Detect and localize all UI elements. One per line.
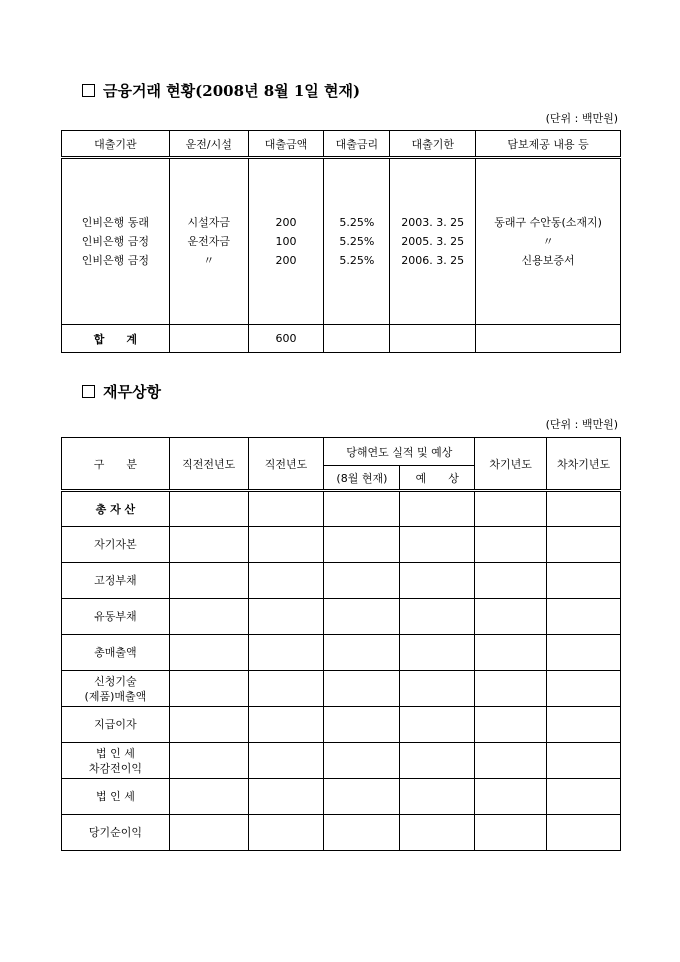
finance-value-cell[interactable] [248, 563, 324, 599]
finance-value-cell[interactable] [475, 743, 547, 779]
finance-value-cell[interactable] [169, 527, 248, 563]
finance-value-cell[interactable] [324, 671, 400, 707]
loan-header-cell: 대출기한 [390, 131, 476, 158]
finance-value-cell[interactable] [547, 563, 621, 599]
finance-value-cell[interactable] [169, 491, 248, 527]
finance-value-cell[interactable] [547, 779, 621, 815]
finance-row [62, 527, 621, 563]
finance-header-category: 구 분 [62, 438, 170, 491]
checkbox-square-icon [82, 84, 95, 97]
loan-col-institution [62, 158, 170, 325]
loan-cell: 인비은행 금정 [81, 235, 150, 248]
loan-body-row [62, 158, 621, 325]
finance-value-cell[interactable] [169, 671, 248, 707]
finance-value-cell[interactable] [400, 779, 475, 815]
finance-value-cell[interactable] [475, 707, 547, 743]
finance-row [62, 779, 621, 815]
finance-value-cell[interactable] [169, 743, 248, 779]
loan-header-cell: 대출금액 [248, 131, 324, 158]
finance-row-label: 총 자 산 [62, 491, 170, 527]
loan-total-empty [476, 325, 621, 353]
loan-section-title-text: 금융거래 현황(2008년 8월 1일 현재) [103, 82, 361, 100]
finance-value-cell[interactable] [400, 527, 475, 563]
finance-value-cell[interactable] [248, 815, 324, 851]
loan-cell: 5.25% [339, 216, 375, 229]
finance-value-cell[interactable] [324, 743, 400, 779]
finance-section-title [82, 381, 161, 402]
finance-value-cell[interactable] [547, 815, 621, 851]
loan-cell: 200 [275, 254, 297, 267]
finance-value-cell[interactable] [475, 563, 547, 599]
finance-value-cell[interactable] [475, 527, 547, 563]
loan-cell: 100 [275, 235, 297, 248]
loan-unit-label: (단위 : 백만원) [545, 112, 618, 125]
finance-value-cell[interactable] [248, 491, 324, 527]
finance-header-year-after-next: 차차기년도 [547, 438, 621, 491]
loan-cell: 200 [275, 216, 297, 229]
loan-cell: 2006. 3. 25 [401, 254, 465, 267]
finance-table [61, 437, 621, 851]
finance-value-cell[interactable] [547, 599, 621, 635]
finance-value-cell[interactable] [169, 707, 248, 743]
loan-header-cell: 대출금리 [324, 131, 390, 158]
loan-cell: 운전자금 [187, 235, 230, 248]
finance-row-label: 자기자본 [62, 527, 170, 563]
finance-value-cell[interactable] [248, 743, 324, 779]
finance-value-cell[interactable] [547, 635, 621, 671]
loan-cell: 2003. 3. 25 [401, 216, 465, 229]
finance-value-cell[interactable] [169, 563, 248, 599]
finance-body [62, 491, 621, 851]
finance-unit-label: (단위 : 백만원) [545, 418, 618, 431]
finance-row-label: 고정부채 [62, 563, 170, 599]
finance-row-label: 법 인 세 [62, 779, 170, 815]
finance-row-label: 신청기술 (제품)매출액 [62, 671, 170, 707]
finance-value-cell[interactable] [547, 491, 621, 527]
finance-value-cell[interactable] [169, 599, 248, 635]
finance-value-cell[interactable] [400, 599, 475, 635]
finance-row-label: 총매출액 [62, 635, 170, 671]
finance-value-cell[interactable] [324, 779, 400, 815]
loan-col-rate [324, 158, 390, 325]
finance-value-cell[interactable] [475, 671, 547, 707]
finance-value-cell[interactable] [324, 491, 400, 527]
finance-value-cell[interactable] [547, 707, 621, 743]
loan-total-empty [390, 325, 476, 353]
loan-header-cell: 운전/시설 [169, 131, 248, 158]
loan-col-amount [248, 158, 324, 325]
loan-total-empty [324, 325, 390, 353]
finance-value-cell[interactable] [324, 815, 400, 851]
finance-header-row-1 [62, 438, 621, 466]
finance-row [62, 599, 621, 635]
loan-col-type [169, 158, 248, 325]
finance-value-cell[interactable] [475, 815, 547, 851]
finance-row [62, 563, 621, 599]
finance-header-current-year: 당해연도 실적 및 예상 [324, 438, 475, 466]
loan-col-collateral [476, 158, 621, 325]
finance-value-cell[interactable] [324, 599, 400, 635]
loan-total-row [62, 325, 621, 353]
loan-total-label: 합 계 [62, 325, 170, 353]
finance-value-cell[interactable] [400, 671, 475, 707]
loan-cell: 시설자금 [187, 216, 230, 229]
finance-header-year-before-last: 직전전년도 [169, 438, 248, 491]
finance-row [62, 707, 621, 743]
finance-value-cell[interactable] [547, 743, 621, 779]
finance-value-cell[interactable] [248, 779, 324, 815]
loan-table [61, 130, 621, 353]
finance-header-current-actual: (8월 현재) [324, 466, 400, 491]
finance-value-cell[interactable] [400, 635, 475, 671]
loan-header-cell: 담보제공 내용 등 [476, 131, 621, 158]
finance-value-cell[interactable] [169, 635, 248, 671]
finance-row-label: 당기순이익 [62, 815, 170, 851]
loan-header-row [62, 131, 621, 158]
finance-row-label: 유동부채 [62, 599, 170, 635]
loan-header-cell: 대출기관 [62, 131, 170, 158]
finance-value-cell[interactable] [400, 815, 475, 851]
finance-value-cell[interactable] [248, 599, 324, 635]
loan-cell: 〃 [203, 254, 215, 267]
loan-cell: 동래구 수안동(소재지) [494, 216, 602, 229]
finance-row-label: 지급이자 [62, 707, 170, 743]
finance-value-cell[interactable] [547, 527, 621, 563]
finance-value-cell[interactable] [248, 671, 324, 707]
finance-row [62, 671, 621, 707]
loan-cell: 신용보증서 [521, 254, 575, 267]
finance-value-cell[interactable] [475, 599, 547, 635]
finance-header-last-year: 직전년도 [248, 438, 324, 491]
loan-cell: 5.25% [339, 235, 375, 248]
finance-row [62, 743, 621, 779]
loan-total-empty [169, 325, 248, 353]
finance-header-next-year: 차기년도 [475, 438, 547, 491]
finance-value-cell[interactable] [324, 707, 400, 743]
loan-section-title [82, 80, 360, 101]
loan-cell: 〃 [542, 235, 554, 248]
finance-value-cell[interactable] [475, 491, 547, 527]
finance-section-title-text: 재무상항 [103, 383, 161, 401]
finance-row [62, 635, 621, 671]
finance-header-current-forecast: 예 상 [400, 466, 475, 491]
finance-value-cell[interactable] [400, 563, 475, 599]
finance-row [62, 491, 621, 527]
finance-value-cell[interactable] [400, 491, 475, 527]
finance-value-cell[interactable] [248, 707, 324, 743]
finance-value-cell[interactable] [248, 635, 324, 671]
checkbox-square-icon [82, 385, 95, 398]
finance-value-cell[interactable] [248, 527, 324, 563]
finance-value-cell[interactable] [324, 527, 400, 563]
loan-cell: 인비은행 금정 [81, 254, 150, 267]
finance-value-cell[interactable] [169, 815, 248, 851]
loan-cell: 5.25% [339, 254, 375, 267]
finance-value-cell[interactable] [475, 779, 547, 815]
finance-value-cell[interactable] [324, 635, 400, 671]
finance-value-cell[interactable] [324, 563, 400, 599]
finance-value-cell[interactable] [475, 635, 547, 671]
finance-value-cell[interactable] [169, 779, 248, 815]
finance-value-cell[interactable] [400, 743, 475, 779]
loan-total-amount: 600 [248, 325, 324, 353]
loan-cell: 2005. 3. 25 [401, 235, 465, 248]
finance-row-label: 법 인 세 차감전이익 [62, 743, 170, 779]
finance-value-cell[interactable] [547, 671, 621, 707]
loan-cell: 인비은행 동래 [81, 216, 150, 229]
finance-row [62, 815, 621, 851]
loan-col-due [390, 158, 476, 325]
finance-value-cell[interactable] [400, 707, 475, 743]
